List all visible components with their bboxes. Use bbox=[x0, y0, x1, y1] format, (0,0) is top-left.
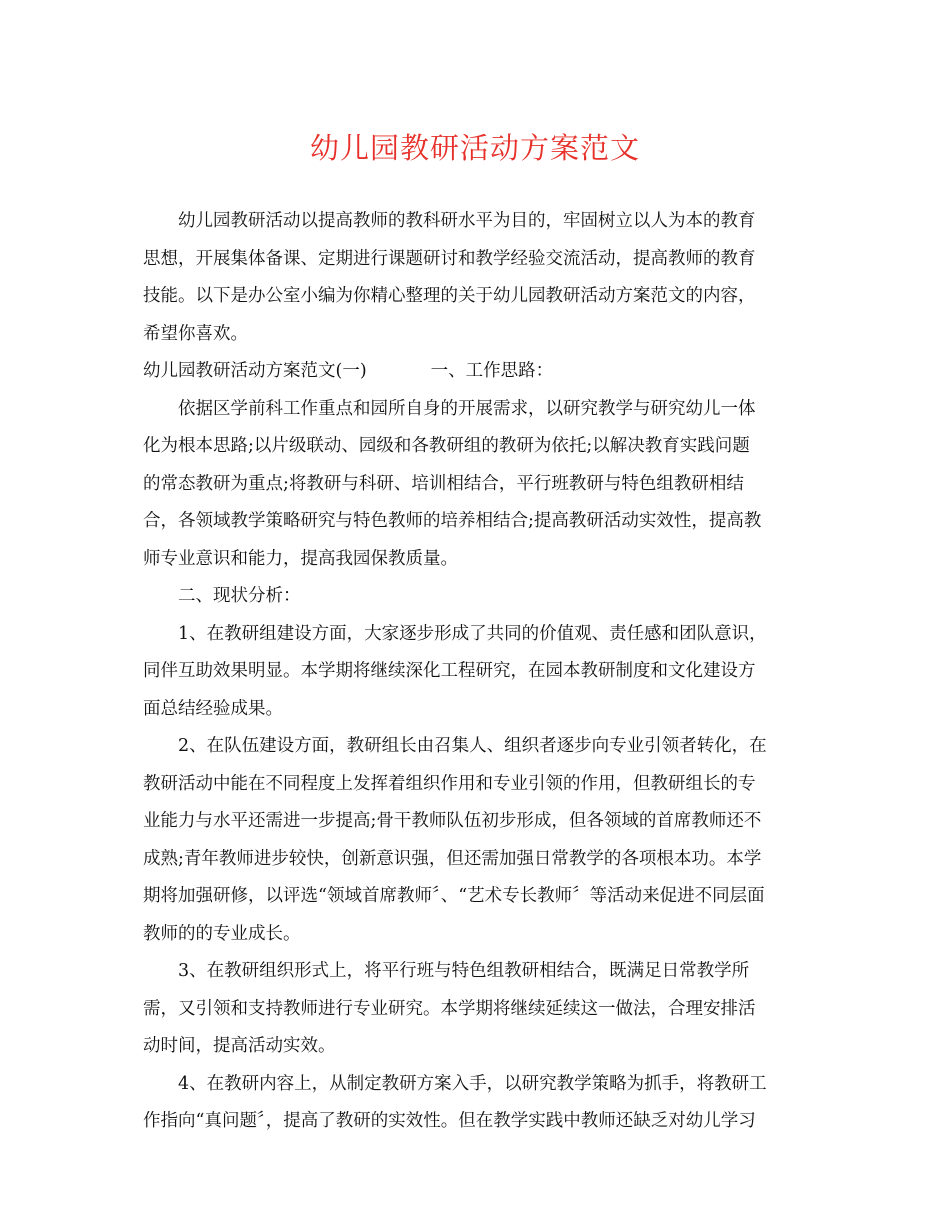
line-text: 业能力与水平还需进一步提高;骨干教师队伍初步形成，但各领域的首席教师还不 bbox=[143, 811, 762, 831]
document-body bbox=[143, 203, 811, 1141]
section-heading: 二、现状分析： bbox=[178, 586, 301, 606]
line-text: 依据区学前科工作重点和园所自身的开展需求，以研究教学与研究幼儿一体 bbox=[178, 398, 756, 419]
line-text: 希望你喜欢。 bbox=[143, 323, 248, 344]
line-text: 教研活动中能在不同程度上发挥着组织作用和专业引领的作用，但教研组长的专 bbox=[143, 773, 756, 794]
line-text: 期将加强研修，以评选“领域首席教师〞、“艺术专长教师〞等活动来促进不同层面 bbox=[143, 886, 765, 906]
body-line bbox=[143, 878, 811, 916]
body-line bbox=[143, 616, 811, 654]
line-text: 面总结经验成果。 bbox=[143, 698, 283, 719]
body-line bbox=[143, 203, 811, 241]
line-text: 师专业意识和能力，提高我园保教质量。 bbox=[143, 548, 458, 569]
line-text: 合，各领域教学策略研究与特色教师的培养相结合;提高教研活动实效性，提高教 bbox=[143, 511, 762, 531]
line-text: 成熟;青年教师进步较快，创新意识强，但还需加强日常教学的各项根本功。本学 bbox=[143, 848, 762, 869]
line-text: 4、在教研内容上，从制定教研方案入手，以研究教学策略为抓手，将教研工 bbox=[178, 1073, 767, 1094]
body-line bbox=[143, 503, 811, 541]
line-text: 动时间，提高活动实效。 bbox=[143, 1036, 336, 1056]
line-text: 3、在教研组织形式上，将平行班与特色组教研相结合，既满足日常教学所 bbox=[178, 961, 750, 981]
body-line bbox=[143, 803, 811, 841]
line-text: 幼儿园教研活动以提高教师的教科研水平为目的，牢固树立以人为本的教育 bbox=[178, 211, 756, 231]
body-line bbox=[143, 691, 811, 729]
document-title: 幼儿园教研活动方案范文 bbox=[309, 131, 640, 165]
line-text: 1、在教研组建设方面，大家逐步形成了共同的价值观、责任感和团队意识， bbox=[178, 623, 767, 644]
body-line bbox=[143, 541, 811, 579]
body-line bbox=[143, 278, 811, 316]
line-text: 化为根本思路;以片级联动、园级和各教研组的教研为依托;以解决教育实践问题 bbox=[143, 436, 750, 456]
body-line bbox=[143, 241, 811, 279]
body-line bbox=[143, 841, 811, 879]
section-heading-line bbox=[143, 578, 811, 616]
line-text: 作指向“真问题〞，提高了教研的实效性。但在教学实践中教师还缺乏对幼儿学习 bbox=[143, 1111, 756, 1131]
section-heading: 一、工作思路： bbox=[430, 361, 554, 381]
body-line bbox=[143, 728, 811, 766]
section-heading-line bbox=[143, 353, 811, 391]
body-line bbox=[143, 466, 811, 504]
article-subtitle: 幼儿园教研活动方案范文(一) bbox=[143, 361, 367, 381]
body-line bbox=[143, 916, 811, 954]
line-text: 的常态教研为重点;将教研与科研、培训相结合，平行班教研与特色组教研相结 bbox=[143, 473, 744, 494]
body-line bbox=[143, 391, 811, 429]
line-text: 需，又引领和支持教师进行专业研究。本学期将继续延续这一做法，合理安排活 bbox=[143, 998, 756, 1019]
body-line bbox=[143, 1028, 811, 1066]
body-line bbox=[143, 1103, 811, 1141]
line-text: 教师的的专业成长。 bbox=[143, 923, 301, 944]
body-line bbox=[143, 953, 811, 991]
line-text: 同伴互助效果明显。本学期将继续深化工程研究，在园本教研制度和文化建设方 bbox=[143, 661, 756, 681]
body-line bbox=[143, 766, 811, 804]
body-line bbox=[143, 653, 811, 691]
line-text: 思想，开展集体备课、定期进行课题研讨和教学经验交流活动，提高教师的教育 bbox=[143, 248, 756, 269]
line-text: 技能。以下是办公室小编为你精心整理的关于幼儿园教研活动方案范文的内容， bbox=[143, 286, 756, 306]
line-text: 2、在队伍建设方面，教研组长由召集人、组织者逐步向专业引领者转化，在 bbox=[178, 736, 767, 756]
body-line bbox=[143, 1066, 811, 1104]
body-line bbox=[143, 316, 811, 354]
body-line bbox=[143, 428, 811, 466]
body-line bbox=[143, 991, 811, 1029]
